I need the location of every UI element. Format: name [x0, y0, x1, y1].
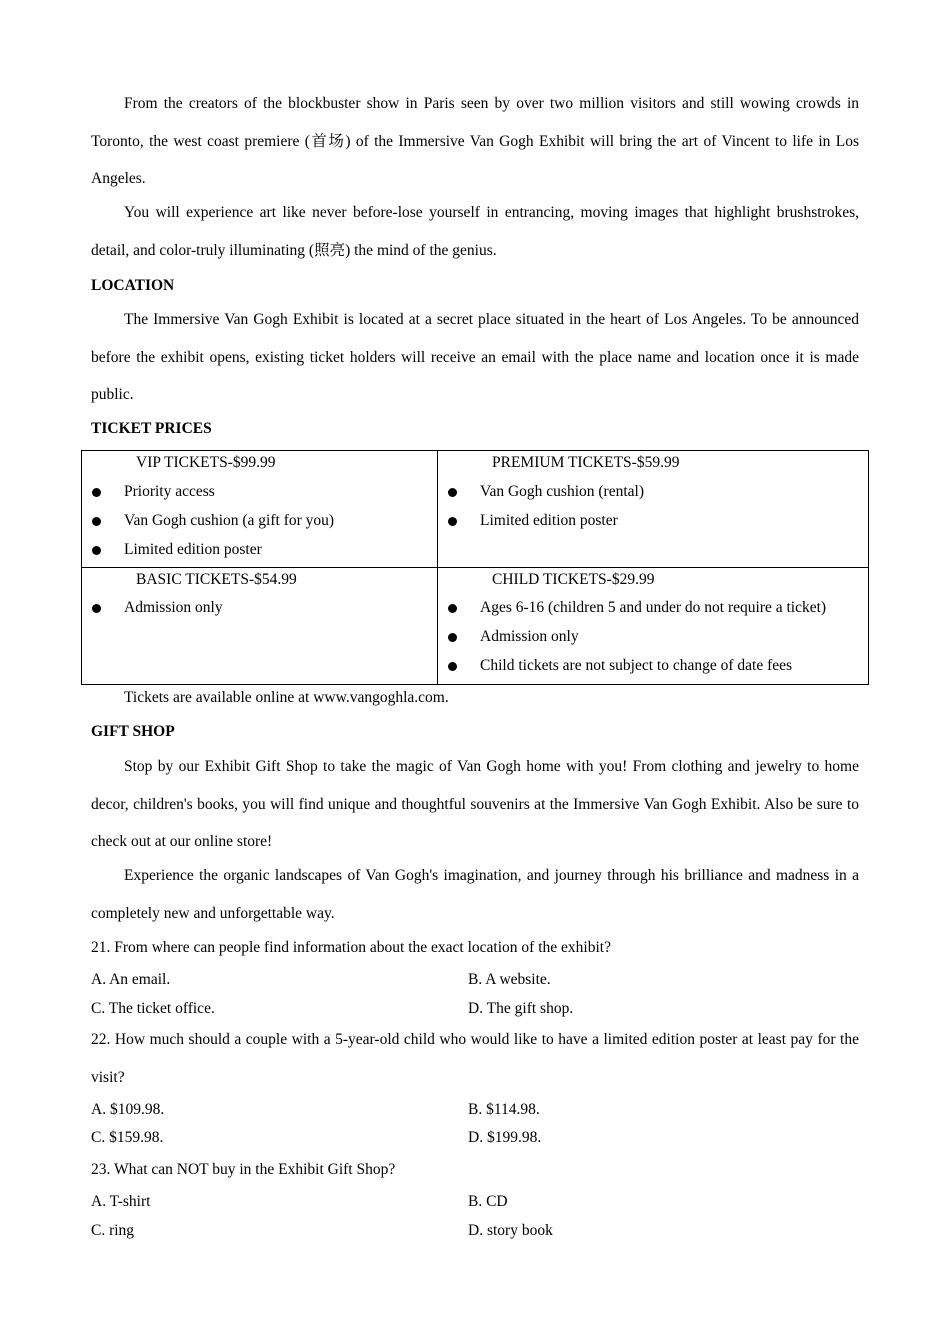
gift-shop-paragraph-1: Stop by our Exhibit Gift Shop to take the magic of Van Gogh home with you! From clothing and jewelry to home decor, children's books, you will find unique and thoughtful souvenirs at the Immersive Van Gogh Exhibit. Also be sure to check out at our online store!: [91, 758, 859, 850]
q22-option-c: C. $159.98.: [91, 1129, 164, 1146]
vip-ticket-cell: VIP TICKETS-$99.99 Priority access Van Gogh cushion (a gift for you) Limited edition poster: [82, 451, 437, 567]
basic-ticket-title: BASIC TICKETS-$54.99: [136, 571, 297, 588]
bullet-icon: [92, 517, 101, 526]
bullet-icon: [92, 488, 101, 497]
question-22: 22. How much should a couple with a 5-year-old child who would like to have a limited edition poster at least pay for the visit?: [91, 1031, 859, 1086]
intro-paragraph-2: You will experience art like never before-lose yourself in entrancing, moving images that highlight brushstrokes, detail, and color-truly illuminating (照亮) the mind of the genius.: [91, 204, 859, 259]
vip-ticket-title: VIP TICKETS-$99.99: [136, 454, 276, 471]
q21-option-c: C. The ticket office.: [91, 1000, 215, 1017]
q21-option-a: A. An email.: [91, 971, 171, 988]
intro-paragraph-1: From the creators of the blockbuster show in Paris seen by over two million visitors and still wowing crowds in Toronto, the west coast premiere (首场) of the Immersive Van Gogh Exhibit will bring the art of Vincent to life in Los Angeles.: [91, 95, 859, 187]
location-paragraph: The Immersive Van Gogh Exhibit is located at a secret place situated in the heart of Los Angeles. To be announced before the exhibit opens, existing ticket holders will receive an email with the place name and location once it is made public.: [91, 311, 859, 403]
ticket-note: Tickets are available online at www.vangoghla.com.: [124, 689, 449, 706]
bullet-icon: [448, 604, 457, 613]
basic-ticket-cell: BASIC TICKETS-$54.99 Admission only: [82, 568, 437, 684]
question-21: 21. From where can people find information about the exact location of the exhibit?: [91, 939, 611, 956]
child-ticket-title: CHILD TICKETS-$29.99: [492, 571, 655, 588]
gift-shop-heading: GIFT SHOP: [91, 723, 175, 740]
location-heading: LOCATION: [91, 277, 175, 294]
q23-option-c: C. ring: [91, 1222, 135, 1239]
bullet-icon: [92, 546, 101, 555]
bullet-icon: [448, 633, 457, 642]
q21-option-b: B. A website.: [468, 971, 551, 988]
bullet-icon: [448, 488, 457, 497]
ticket-prices-table: [81, 450, 869, 685]
q22-option-a: A. $109.98.: [91, 1101, 165, 1118]
child-ticket-cell: CHILD TICKETS-$29.99 Ages 6-16 (children 5 and under do not require a ticket) Admission only Child tickets are not subject to change of date fees: [438, 568, 868, 684]
q22-option-d: D. $199.98.: [468, 1129, 542, 1146]
bullet-icon: [92, 604, 101, 613]
premium-ticket-title: PREMIUM TICKETS-$59.99: [492, 454, 680, 471]
ticket-prices-heading: TICKET PRICES: [91, 420, 212, 437]
q22-option-b: B. $114.98.: [468, 1101, 540, 1118]
question-23: 23. What can NOT buy in the Exhibit Gift Shop?: [91, 1161, 396, 1178]
q23-option-b: B. CD: [468, 1193, 508, 1210]
q21-option-d: D. The gift shop.: [468, 1000, 574, 1017]
bullet-icon: [448, 662, 457, 671]
bullet-icon: [448, 517, 457, 526]
gift-shop-paragraph-2: Experience the organic landscapes of Van Gogh's imagination, and journey through his brilliance and madness in a completely new and unforgettable way.: [91, 867, 859, 922]
q23-option-d: D. story book: [468, 1222, 553, 1239]
premium-ticket-cell: PREMIUM TICKETS-$59.99 Van Gogh cushion (rental) Limited edition poster: [438, 451, 868, 567]
q23-option-a: A. T-shirt: [91, 1193, 151, 1210]
